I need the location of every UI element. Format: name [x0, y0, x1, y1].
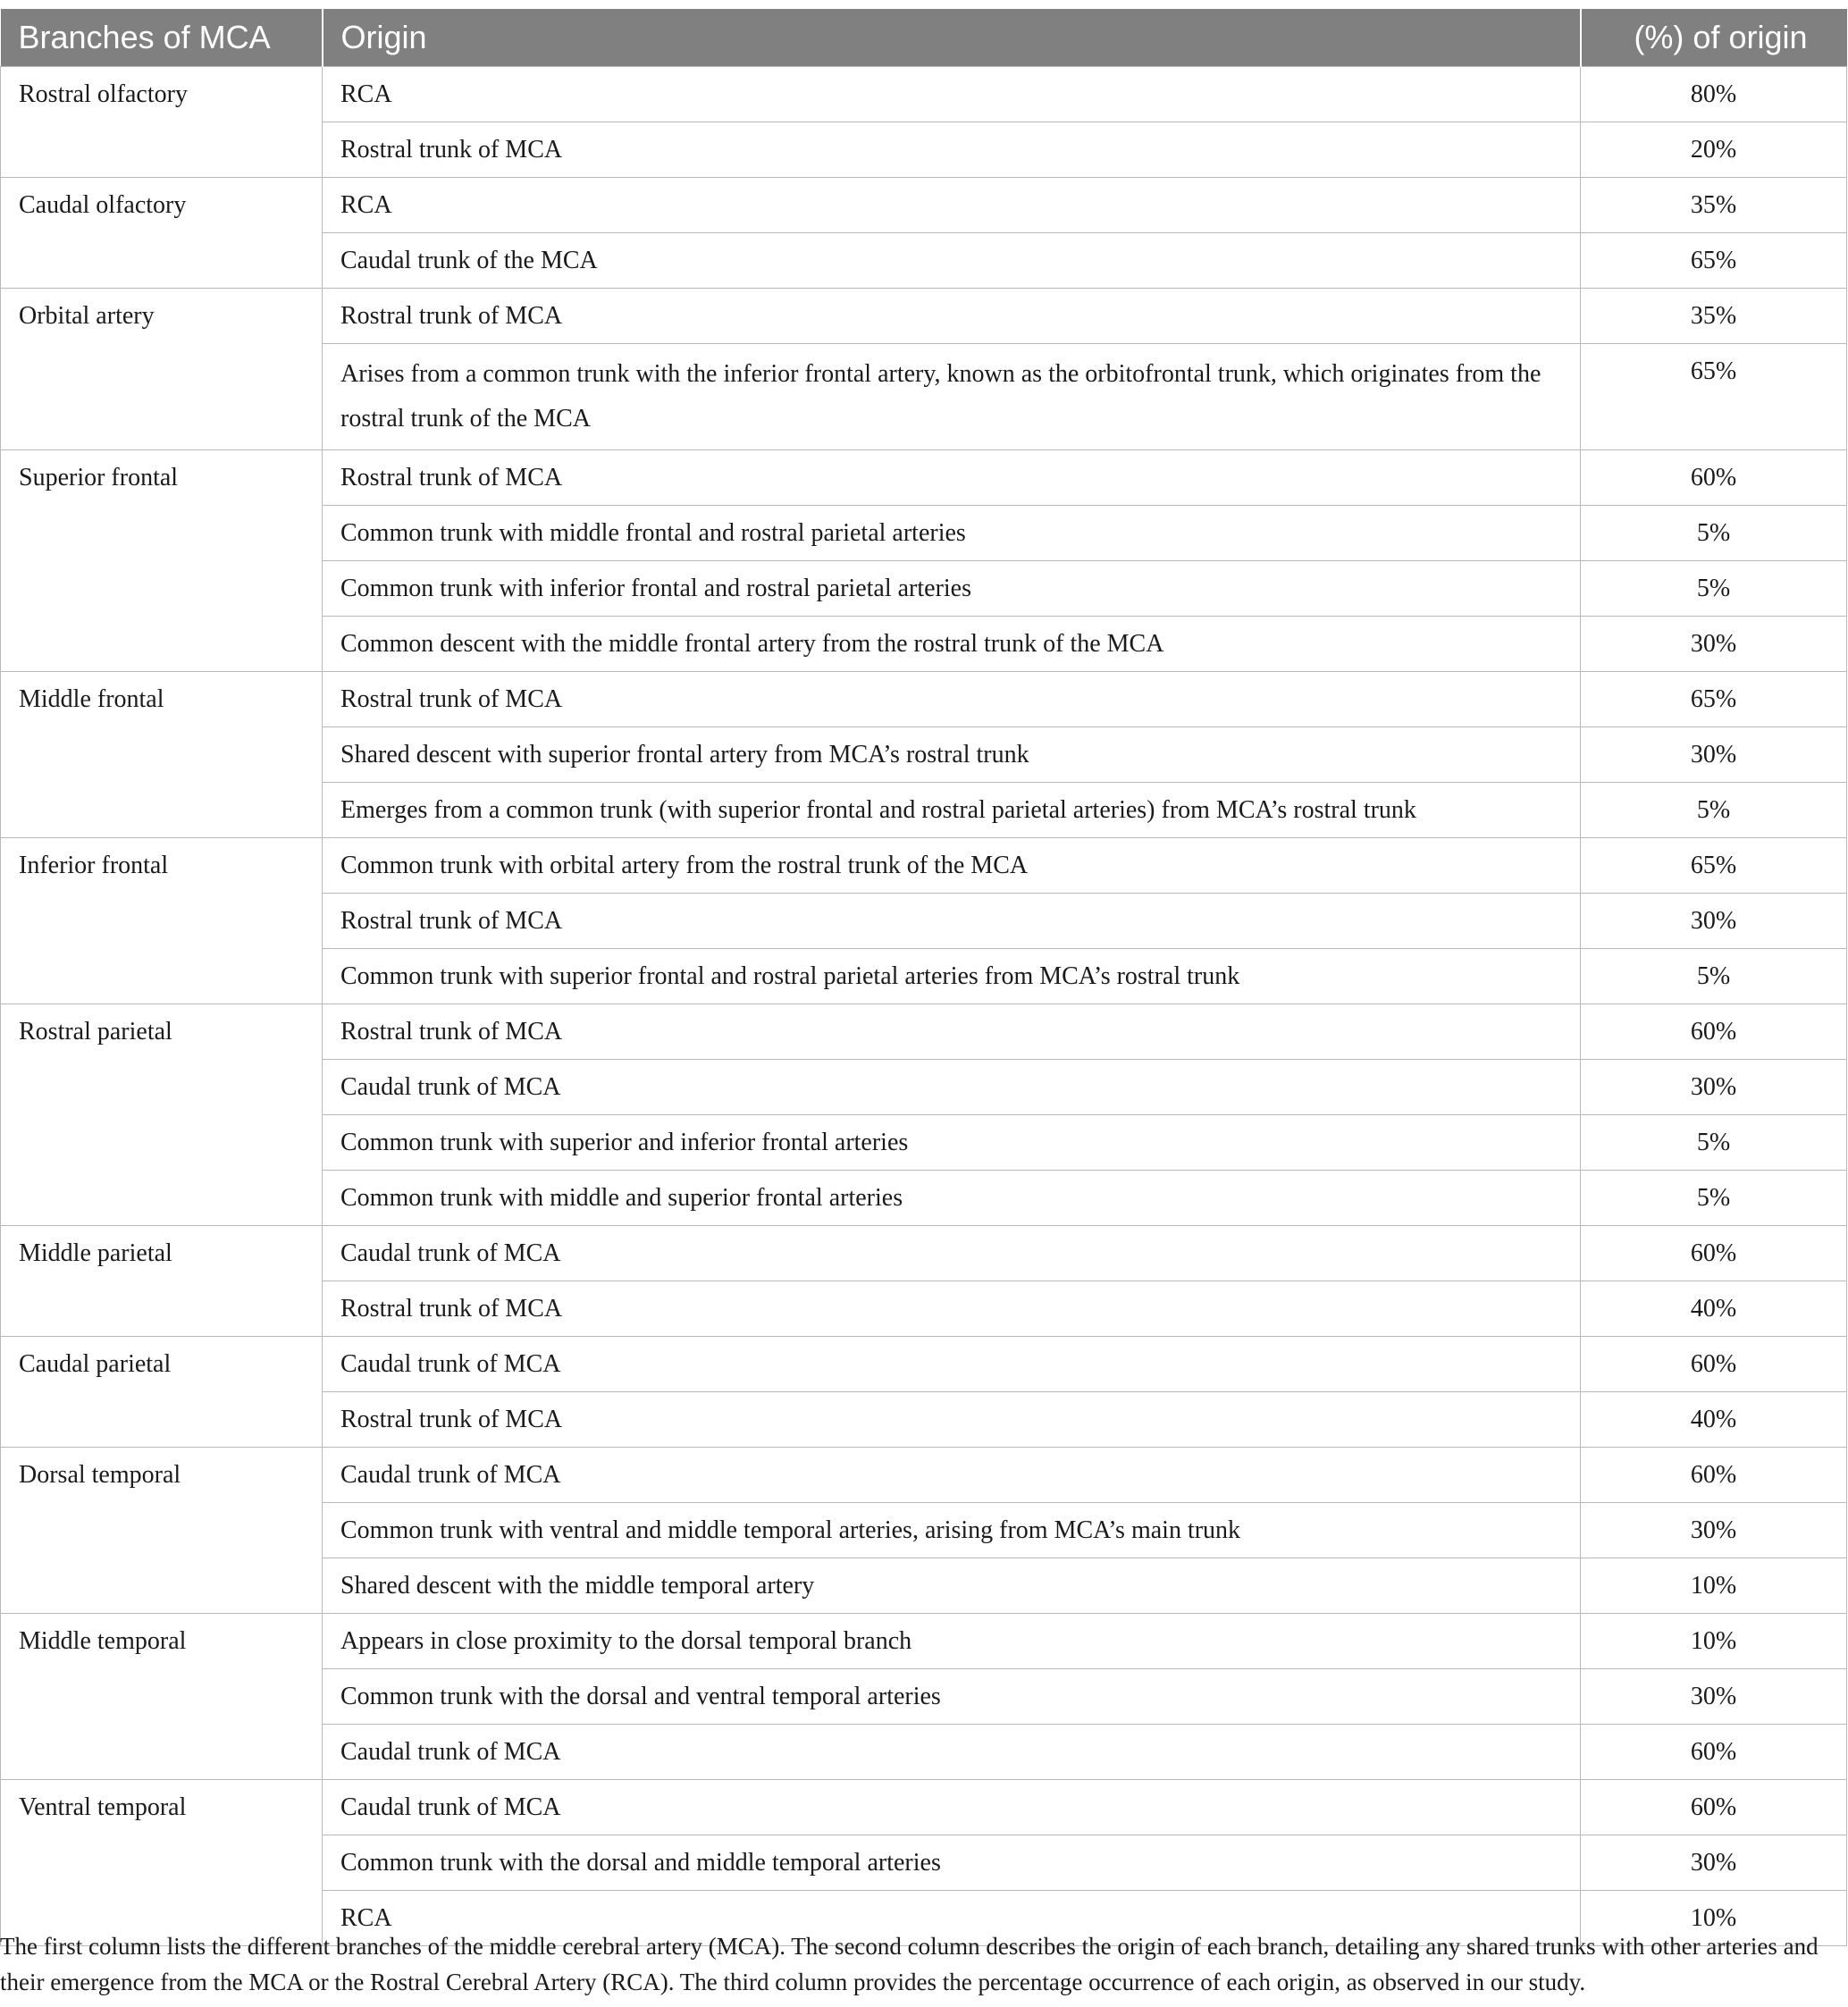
percent-cell: 65% [1581, 233, 1847, 289]
origin-cell: Rostral trunk of MCA [323, 894, 1581, 949]
origin-cell: Common trunk with inferior frontal and rostral parietal arteries [323, 561, 1581, 617]
origin-cell: Arises from a common trunk with the inferior frontal artery, known as the orbitofrontal trunk, which originates from the rostral trunk of the MCA [323, 344, 1581, 450]
origin-cell: Rostral trunk of MCA [323, 1004, 1581, 1060]
percent-cell: 5% [1581, 506, 1847, 561]
origin-cell: Caudal trunk of MCA [323, 1448, 1581, 1503]
origin-cell: Caudal trunk of MCA [323, 1060, 1581, 1115]
origin-cell: Common trunk with superior frontal and rostral parietal arteries from MCA’s rostral trunk [323, 949, 1581, 1004]
branch-name-cell: Middle temporal [1, 1614, 323, 1780]
table-row [1, 450, 1847, 506]
origin-cell: Common trunk with the dorsal and ventral temporal arteries [323, 1669, 1581, 1725]
origin-cell: Rostral trunk of MCA [323, 450, 1581, 506]
branch-name-cell: Caudal parietal [1, 1337, 323, 1448]
branch-name-cell: Middle parietal [1, 1226, 323, 1337]
origin-cell: Caudal trunk of MCA [323, 1226, 1581, 1281]
percent-cell: 5% [1581, 1171, 1847, 1226]
origin-cell: Rostral trunk of MCA [323, 289, 1581, 344]
origin-cell: Caudal trunk of MCA [323, 1337, 1581, 1392]
branch-name-cell: Rostral olfactory [1, 67, 323, 178]
percent-cell: 10% [1581, 1614, 1847, 1669]
table-row [1, 1780, 1847, 1835]
origin-cell: Common trunk with ventral and middle temporal arteries, arising from MCA’s main trunk [323, 1503, 1581, 1558]
percent-cell: 40% [1581, 1281, 1847, 1337]
percent-cell: 5% [1581, 561, 1847, 617]
origin-cell: Caudal trunk of MCA [323, 1725, 1581, 1780]
origin-cell: Common trunk with superior and inferior frontal arteries [323, 1115, 1581, 1171]
branch-name-cell: Ventral temporal [1, 1780, 323, 1946]
origin-cell: Caudal trunk of MCA [323, 1780, 1581, 1835]
percent-cell: 60% [1581, 1725, 1847, 1780]
table-footnote: The first column lists the different branches of the middle cerebral artery (MCA). The second column describes the origin of each branch, detailing any shared trunks with other arteries and their emergence from the MCA or the Rostral Cerebral Artery (RCA). The third column provides the percentage occurrence of each origin, as observed in our study. [0, 1933, 1819, 1995]
percent-cell: 5% [1581, 783, 1847, 838]
table-row [1, 289, 1847, 344]
table-row [1, 1448, 1847, 1503]
table-row [1, 1226, 1847, 1281]
branch-name-cell: Caudal olfactory [1, 178, 323, 289]
percent-cell: 35% [1581, 178, 1847, 233]
percent-cell: 35% [1581, 289, 1847, 344]
origin-cell: Shared descent with superior frontal artery from MCA’s rostral trunk [323, 727, 1581, 783]
percent-cell: 65% [1581, 672, 1847, 727]
branch-name-cell: Superior frontal [1, 450, 323, 672]
percent-cell: 30% [1581, 1060, 1847, 1115]
branch-name-cell: Middle frontal [1, 672, 323, 838]
origin-cell: Common trunk with the dorsal and middle temporal arteries [323, 1835, 1581, 1891]
table-row [1, 67, 1847, 122]
percent-cell: 60% [1581, 1004, 1847, 1060]
origin-cell: Appears in close proximity to the dorsal temporal branch [323, 1614, 1581, 1669]
percent-cell: 10% [1581, 1891, 1847, 1946]
origin-cell: RCA [323, 67, 1581, 122]
percent-cell: 5% [1581, 949, 1847, 1004]
percent-cell: 65% [1581, 344, 1847, 450]
origin-cell: Rostral trunk of MCA [323, 1281, 1581, 1337]
percent-cell: 10% [1581, 1558, 1847, 1614]
header-branches: Branches of MCA [1, 9, 323, 67]
percent-cell: 30% [1581, 1503, 1847, 1558]
origin-cell: Shared descent with the middle temporal artery [323, 1558, 1581, 1614]
branch-name-cell: Orbital artery [1, 289, 323, 450]
table-row [1, 1004, 1847, 1060]
percent-cell: 30% [1581, 894, 1847, 949]
percent-cell: 60% [1581, 1337, 1847, 1392]
header-row [1, 9, 1847, 67]
percent-cell: 30% [1581, 1669, 1847, 1725]
origin-cell: Caudal trunk of the MCA [323, 233, 1581, 289]
percent-cell: 60% [1581, 450, 1847, 506]
origin-cell: Common trunk with orbital artery from the rostral trunk of the MCA [323, 838, 1581, 894]
percent-cell: 30% [1581, 727, 1847, 783]
percent-cell: 20% [1581, 122, 1847, 178]
header-origin: Origin [323, 9, 1581, 67]
origin-cell: Emerges from a common trunk (with superior frontal and rostral parietal arteries) from MCA’s rostral trunk [323, 783, 1581, 838]
branch-name-cell: Rostral parietal [1, 1004, 323, 1226]
branch-name-cell: Inferior frontal [1, 838, 323, 1004]
percent-cell: 60% [1581, 1780, 1847, 1835]
origin-cell: Rostral trunk of MCA [323, 122, 1581, 178]
table-row [1, 1614, 1847, 1669]
percent-cell: 30% [1581, 1835, 1847, 1891]
origin-cell: Common descent with the middle frontal artery from the rostral trunk of the MCA [323, 617, 1581, 672]
percent-cell: 80% [1581, 67, 1847, 122]
table-row [1, 1337, 1847, 1392]
origin-cell: RCA [323, 178, 1581, 233]
percent-cell: 60% [1581, 1226, 1847, 1281]
mca-branches-table [0, 9, 1847, 1946]
origin-cell: Rostral trunk of MCA [323, 1392, 1581, 1448]
table-row [1, 838, 1847, 894]
percent-cell: 60% [1581, 1448, 1847, 1503]
origin-cell: Common trunk with middle and superior frontal arteries [323, 1171, 1581, 1226]
table-row [1, 672, 1847, 727]
percent-cell: 40% [1581, 1392, 1847, 1448]
origin-cell: RCA [323, 1891, 1581, 1946]
table-row [1, 178, 1847, 233]
origin-cell: Common trunk with middle frontal and rostral parietal arteries [323, 506, 1581, 561]
origin-cell: Rostral trunk of MCA [323, 672, 1581, 727]
percent-cell: 5% [1581, 1115, 1847, 1171]
table-body [1, 67, 1847, 1946]
percent-cell: 30% [1581, 617, 1847, 672]
header-percent: (%) of origin [1581, 9, 1847, 67]
branch-name-cell: Dorsal temporal [1, 1448, 323, 1614]
percent-cell: 65% [1581, 838, 1847, 894]
